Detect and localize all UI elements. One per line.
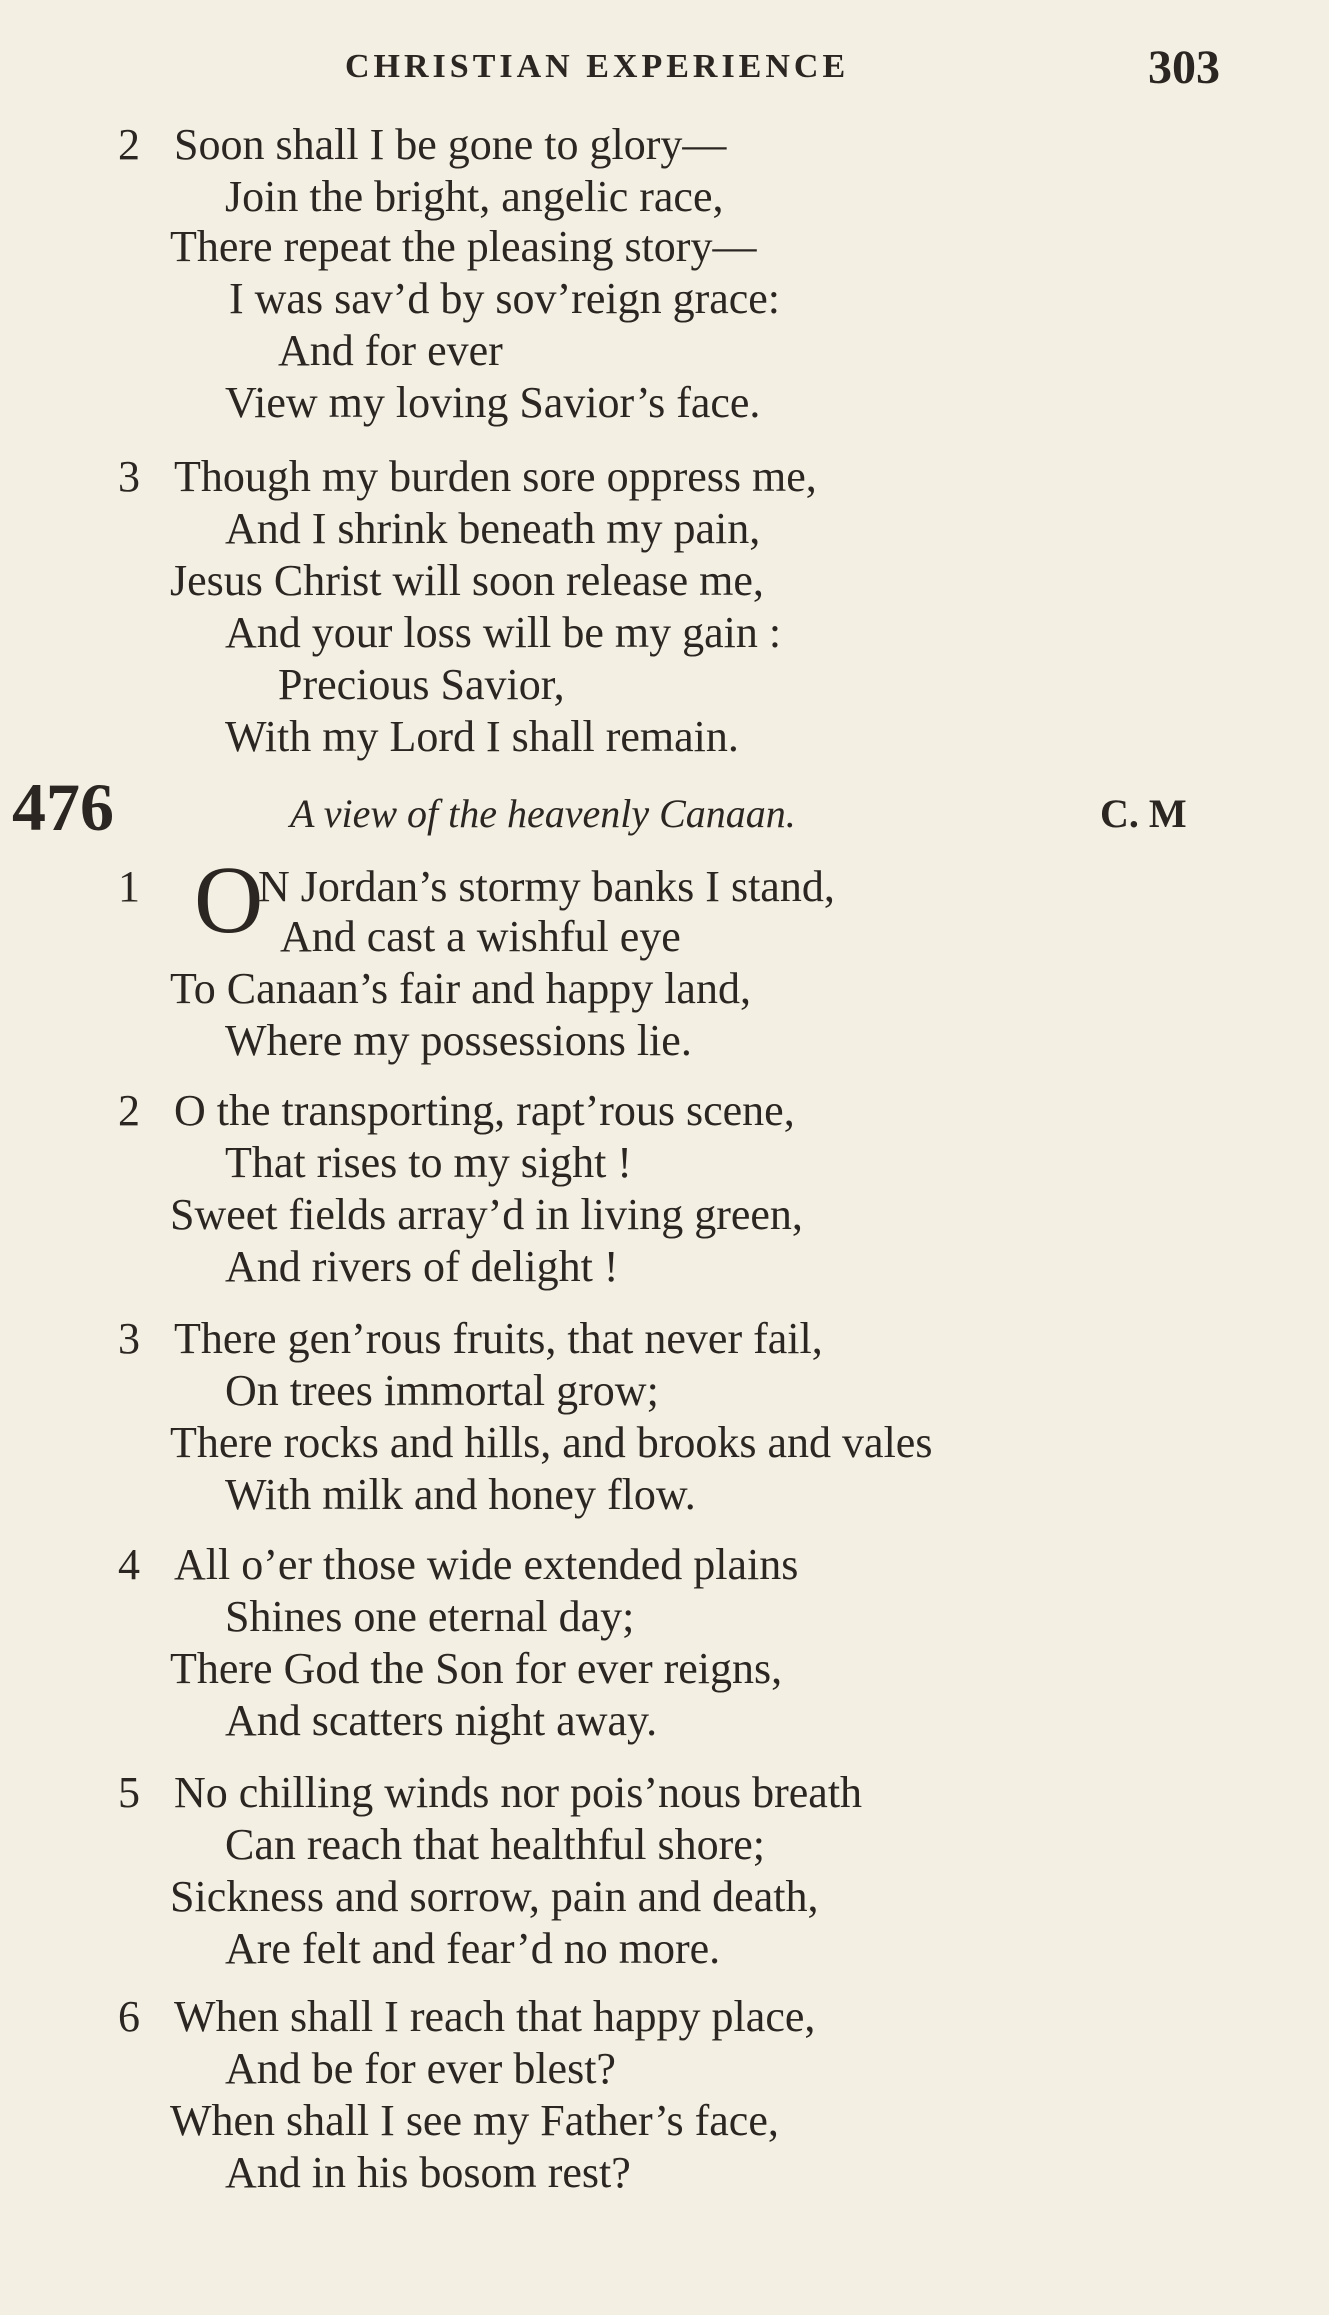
hymn-title: A view of the heavenly Canaan. — [290, 791, 796, 836]
verse-line: View my loving Savior’s face. — [225, 378, 761, 427]
verse-line: Shines one eternal day; — [225, 1592, 635, 1641]
verse-number: 4 — [118, 1540, 140, 1589]
running-title: CHRISTIAN EXPERIENCE — [345, 48, 850, 85]
verse-line: Though my burden sore oppress me, — [174, 452, 817, 501]
verse-number: 5 — [118, 1768, 140, 1817]
verse-line: To Canaan’s fair and happy land, — [170, 964, 751, 1013]
verse-number: 2 — [118, 1086, 140, 1135]
verse-number: 6 — [118, 1992, 140, 2041]
verse-number: 2 — [118, 120, 140, 169]
verse-line: Where my possessions lie. — [225, 1016, 692, 1065]
drop-cap: O — [194, 846, 264, 953]
hymn-meter: C. M — [1100, 791, 1187, 836]
verse-line: With milk and honey flow. — [225, 1470, 696, 1519]
verse-line: And for ever — [278, 326, 503, 375]
verse-line: When shall I reach that happy place, — [174, 1992, 816, 2041]
verse-line: And be for ever blest? — [225, 2044, 616, 2093]
verse-line: There God the Son for ever reigns, — [170, 1644, 783, 1693]
verse-line: Join the bright, angelic race, — [225, 172, 724, 221]
verse-line: Sickness and sorrow, pain and death, — [170, 1872, 819, 1921]
verse-line: With my Lord I shall remain. — [225, 712, 739, 761]
verse-number: 1 — [118, 862, 140, 911]
verse-line: That rises to my sight ! — [225, 1138, 632, 1187]
verse-line: And scatters night away. — [225, 1696, 658, 1745]
verse-line: Soon shall I be gone to glory— — [174, 120, 727, 169]
verse-line: And in his bosom rest? — [225, 2148, 631, 2197]
verse-line: There gen’rous fruits, that never fail, — [174, 1314, 823, 1363]
verse-line: And rivers of delight ! — [225, 1242, 619, 1291]
verse-line: Sweet fields array’d in living green, — [170, 1190, 803, 1239]
verse-line: Precious Savior, — [278, 660, 565, 709]
hymn-number: 476 — [12, 769, 114, 845]
verse-line: Jesus Christ will soon release me, — [170, 556, 764, 605]
verse-line: When shall I see my Father’s face, — [170, 2096, 779, 2145]
verse-line: There rocks and hills, and brooks and vales — [170, 1418, 933, 1467]
page-number: 303 — [1148, 41, 1220, 94]
verse-line: All o’er those wide extended plains — [174, 1540, 799, 1589]
verse-line: Are felt and fear’d no more. — [225, 1924, 721, 1973]
verse-line: There repeat the pleasing story— — [170, 222, 757, 271]
verse-number: 3 — [118, 1314, 140, 1363]
verse-line: I was sav’d by sov’reign grace: — [229, 274, 781, 323]
verse-line: N Jordan’s stormy banks I stand, — [258, 862, 835, 911]
verse-line: And cast a wishful eye — [280, 912, 681, 961]
verse-line: O the transporting, rapt’rous scene, — [174, 1086, 795, 1135]
verse-line: And your loss will be my gain : — [225, 608, 782, 657]
verse-line: No chilling winds nor pois’nous breath — [174, 1768, 863, 1817]
verse-line: And I shrink beneath my pain, — [225, 504, 761, 553]
verse-line: On trees immortal grow; — [225, 1366, 659, 1415]
verse-number: 3 — [118, 452, 140, 501]
verse-line: Can reach that healthful shore; — [225, 1820, 766, 1869]
